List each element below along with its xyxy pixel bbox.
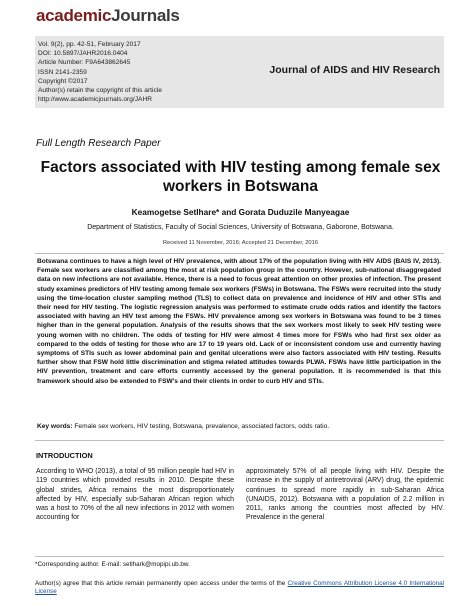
meta-url[interactable]: http://www.academicjournals.org/JAHR (38, 96, 152, 104)
publisher-logo (36, 6, 180, 26)
meta-volume: Vol. 9(2), pp. 42-51, February 2017 (38, 41, 141, 48)
journal-header-box (35, 36, 444, 108)
meta-article-number: Article Number: F9A643862645 (38, 59, 131, 67)
article-metadata (38, 40, 162, 104)
article-authors: Keamogetse Setlhare* and Gorata Duduzile Manyeagae (131, 207, 350, 217)
footnote-section (35, 556, 444, 597)
license-note (35, 580, 444, 597)
abstract-text: Botswana continues to have a high level of HIV prevalence, with about 17% of the population living with HIV AIDS (BAIS IV, 2013). Female sex workers are classified among the most at risk population group in the country. However, sub-national disaggregated data on new infections are not available. Hence, there is a need to focus great attention on other proxies of infection. The present study examines predictors of HIV testing among female sex workers (FSWs) in Botswana. The FSWs were recruited into the study using the time-location cluster sampling method (TLS) to collect data on prevalence and incidence of HIV and other STIs and their need for HIV testing. The logistic regression analysis was performed to estimate crude odds ratios and identify the factors associated with having an HIV test among the FSWs. HIV prevalence among sex workers in Botswana was found to be 3 times higher than in the general population. Analysis of the results shows that the sex workers most likely to seek HIV testing were young women with no children. The odds of testing for HIV were almost 4 times more for FSWs who had first sex older as compared to the odds of testing for those who are 17 to 19 years old. Lack of or inconsistent condom use and currently having symptoms of STIs such as lower abdominal pain and genital ulcerations were also factors associated with HIV testing. Results further show that FSW hold little discrimination and stigma related attitudes towards PLWA. FSWs have little participation in the HIV prevention, treatment and care efforts currently accessed by the general population. It is recommended is that this framework should also be extended to FSW's and their clients in order to curb HIV and STIs. (37, 258, 441, 385)
meta-issn: ISSN 2141-2359 (38, 68, 87, 76)
corresponding-author-note: *Corresponding author. E-mail: setlhark@mopipi.ub.bw. (35, 561, 190, 568)
paper-type: Full Length Research Paper (36, 138, 161, 149)
logo-part-academic: academic (36, 6, 112, 25)
journal-name: Journal of AIDS and HIV Research (269, 64, 440, 76)
meta-copyright: Copyright ©2017 (38, 77, 88, 85)
introduction-heading: INTRODUCTION (36, 451, 93, 460)
keywords-list: Female sex workers, HIV testing, Botswana, prevalence, associated factors, odds ratio. (74, 423, 330, 430)
meta-doi: DOI: 10.5897/JAHR2016.0404 (38, 50, 128, 58)
license-text: Author(s) agree that this article remain permanently open access under the terms of the (35, 579, 288, 587)
author-affiliation: Department of Statistics, Faculty of Social Sciences, University of Botswana, Gaborone, Botswana. (87, 224, 394, 231)
abstract-section (35, 253, 444, 441)
article-title: Factors associated with HIV testing among female sex workers in Botswana (40, 159, 441, 195)
received-accepted-dates: Received 11 November, 2016; Accepted 21 December, 2016 (162, 240, 319, 246)
keywords-line (37, 423, 441, 430)
introduction-left-column: According to WHO (2013), a total of 95 million people had HIV in 119 countries which provided results in 2010. Despite these global strides, Africa remains the most disproportionately affected by HIV, especially sub-Saharan African region which was a host to 70% of the all new infections in 2012 with women accounting for (36, 468, 234, 522)
license-link[interactable]: Creative Commons Attribution License 4.0 International License (35, 579, 444, 595)
logo-part-journals: Journals (111, 6, 180, 25)
meta-rights: Author(s) retain the copyright of this article (38, 87, 162, 95)
keywords-label: Key words: (37, 423, 73, 430)
introduction-right-column: approximately 57% of all people living with HIV. Despite the increase in the supply of antiretroviral (ARV) drug, the epidemic continues to spread more rapidly in sub-Saharan Africa (UNAIDS, 2012). Botswana with a population of 2.2 million in 2011, ranks among the countries most affected by HIV. Prevalence in the general (246, 468, 444, 522)
